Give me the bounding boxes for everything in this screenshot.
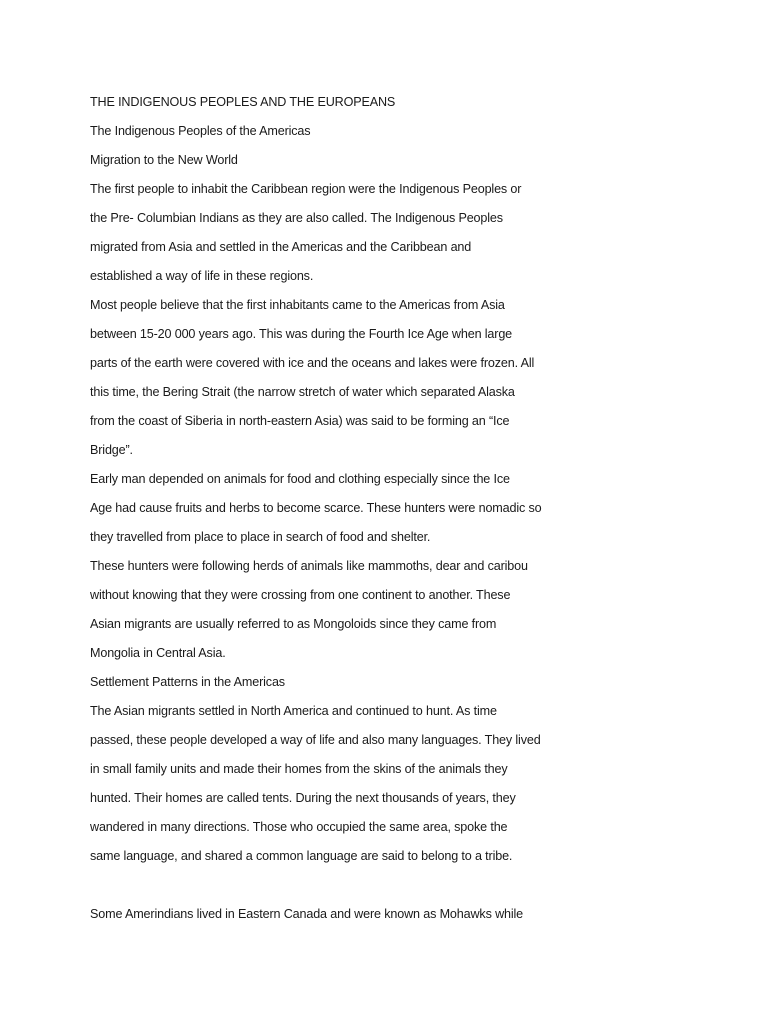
paragraph-line: in small family units and made their homes from the skins of the animals they <box>90 762 508 776</box>
paragraph-line: they travelled from place to place in search of food and shelter. <box>90 530 431 544</box>
paragraph-line: The first people to inhabit the Caribbean region were the Indigenous Peoples or <box>90 182 522 196</box>
paragraph-line: parts of the earth were covered with ice and the oceans and lakes were frozen. All <box>90 356 535 370</box>
paragraph-line: between 15-20 000 years ago. This was during the Fourth Ice Age when large <box>90 327 513 341</box>
section-heading: The Indigenous Peoples of the Americas <box>90 124 311 138</box>
paragraph-line: Bridge”. <box>90 443 133 457</box>
paragraph-line: Asian migrants are usually referred to as Mongoloids since they came from <box>90 617 497 631</box>
paragraph-line: Some Amerindians lived in Eastern Canada and were known as Mohawks while <box>90 907 524 921</box>
paragraph-line: migrated from Asia and settled in the Americas and the Caribbean and <box>90 240 472 254</box>
paragraph-line: Most people believe that the first inhabitants came to the Americas from Asia <box>90 298 505 312</box>
section-heading: Migration to the New World <box>90 153 238 167</box>
paragraph-line: Age had cause fruits and herbs to become scarce. These hunters were nomadic so <box>90 501 542 515</box>
paragraph-line: passed, these people developed a way of life and also many languages. They lived <box>90 733 541 747</box>
paragraph-line: wandered in many directions. Those who occupied the same area, spoke the <box>90 820 508 834</box>
paragraph-line: hunted. Their homes are called tents. During the next thousands of years, they <box>90 791 516 805</box>
paragraph-line: Mongolia in Central Asia. <box>90 646 226 660</box>
section-heading: Settlement Patterns in the Americas <box>90 675 285 689</box>
document-title: THE INDIGENOUS PEOPLES AND THE EUROPEANS <box>90 95 396 109</box>
paragraph-line: same language, and shared a common language are said to belong to a tribe. <box>90 849 513 863</box>
paragraph-line: the Pre- Columbian Indians as they are also called. The Indigenous Peoples <box>90 211 503 225</box>
paragraph-line: established a way of life in these regions. <box>90 269 314 283</box>
paragraph-line: without knowing that they were crossing from one continent to another. These <box>90 588 511 602</box>
paragraph-line: this time, the Bering Strait (the narrow stretch of water which separated Alaska <box>90 385 515 399</box>
paragraph-line: Early man depended on animals for food and clothing especially since the Ice <box>90 472 510 486</box>
paragraph-line: from the coast of Siberia in north-eastern Asia) was said to be forming an “Ice <box>90 414 510 428</box>
paragraph-line: The Asian migrants settled in North America and continued to hunt. As time <box>90 704 497 718</box>
paragraph-line: These hunters were following herds of animals like mammoths, dear and caribou <box>90 559 528 573</box>
